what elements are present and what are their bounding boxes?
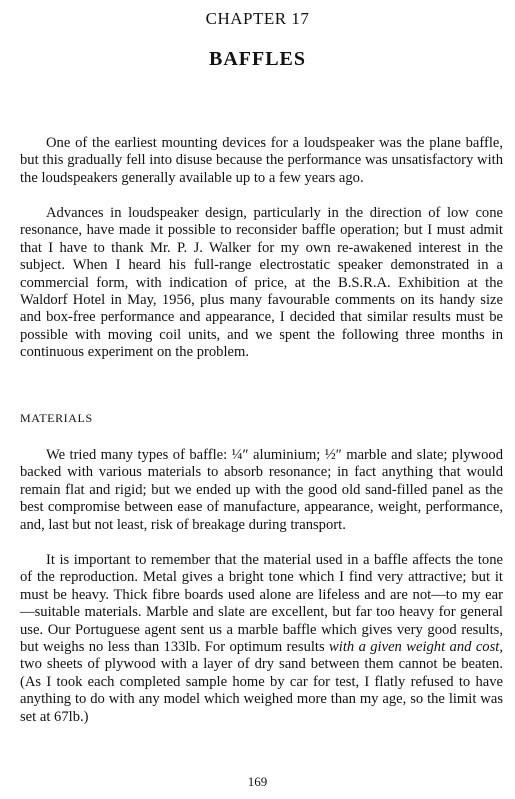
chapter-label: CHAPTER 17 (205, 9, 310, 28)
paragraph-material-tone (20, 552, 503, 726)
paragraph-material-tone-part1: It is important to remember that the material used in a baffle affects the tone of the reproduction. Metal gives a bright tone which I find very attractive; but it must be heavy. Thick fibre boards used alone are lifeless and are not—to my ear—suitable materials. Marble and slate are excellent, but far too heavy for general use. Our Portuguese agent sent us a marble baffle which gives very good results, but weighs no less than 133lb. For optimum results (20, 552, 503, 656)
paragraph-material-tone-part2: two sheets of plywood with a layer of dry sand between them cannot be beaten. (As I took each completed sample home by car for test, I flatly refused to have anything to do with any model which weighed more than my age, so the limit was set at 67lb.) (20, 656, 503, 725)
paragraph-intro: One of the earliest mounting devices for a loudspeaker was the plane baffle, but this gradually fell into disuse because the performance was unsatisfactory with the loudspeakers generally available up to a few years ago. (20, 135, 503, 186)
paragraph-baffle-types: We tried many types of baffle: ¼″ aluminium; ½″ marble and slate; plywood backed with various materials to absorb resonance; in fact anything that would remain flat and rigid; but we ended up with the good old sand-filled panel as the best compromise between ease of manufacture, appearance, weight, performance, and, last but not least, risk of breakage during transport. (20, 447, 503, 533)
page-number: 169 (247, 774, 268, 789)
section-heading-materials: MATERIALS (20, 411, 93, 425)
paragraph-material-tone-emphasis: with a given weight and cost, (329, 639, 503, 656)
chapter-title: BAFFLES (208, 48, 307, 70)
paragraph-advances: Advances in loudspeaker design, particularly in the direction of low cone resonance, have made it possible to reconsider baffle operation; but I must admit that I have to thank Mr. P. J. Walker for my own re-awakened interest in the subject. When I heard his full-range electrostatic speaker demonstrated in a commercial form, with indication of price, at the B.S.R.A. Exhibition at the Waldorf Hotel in May, 1956, plus many favourable comments on its handy size and box-free performance and appearance, I decided that similar results must be possible with moving coil units, and we spent the following three months in continuous experiment on the problem. (20, 205, 503, 361)
